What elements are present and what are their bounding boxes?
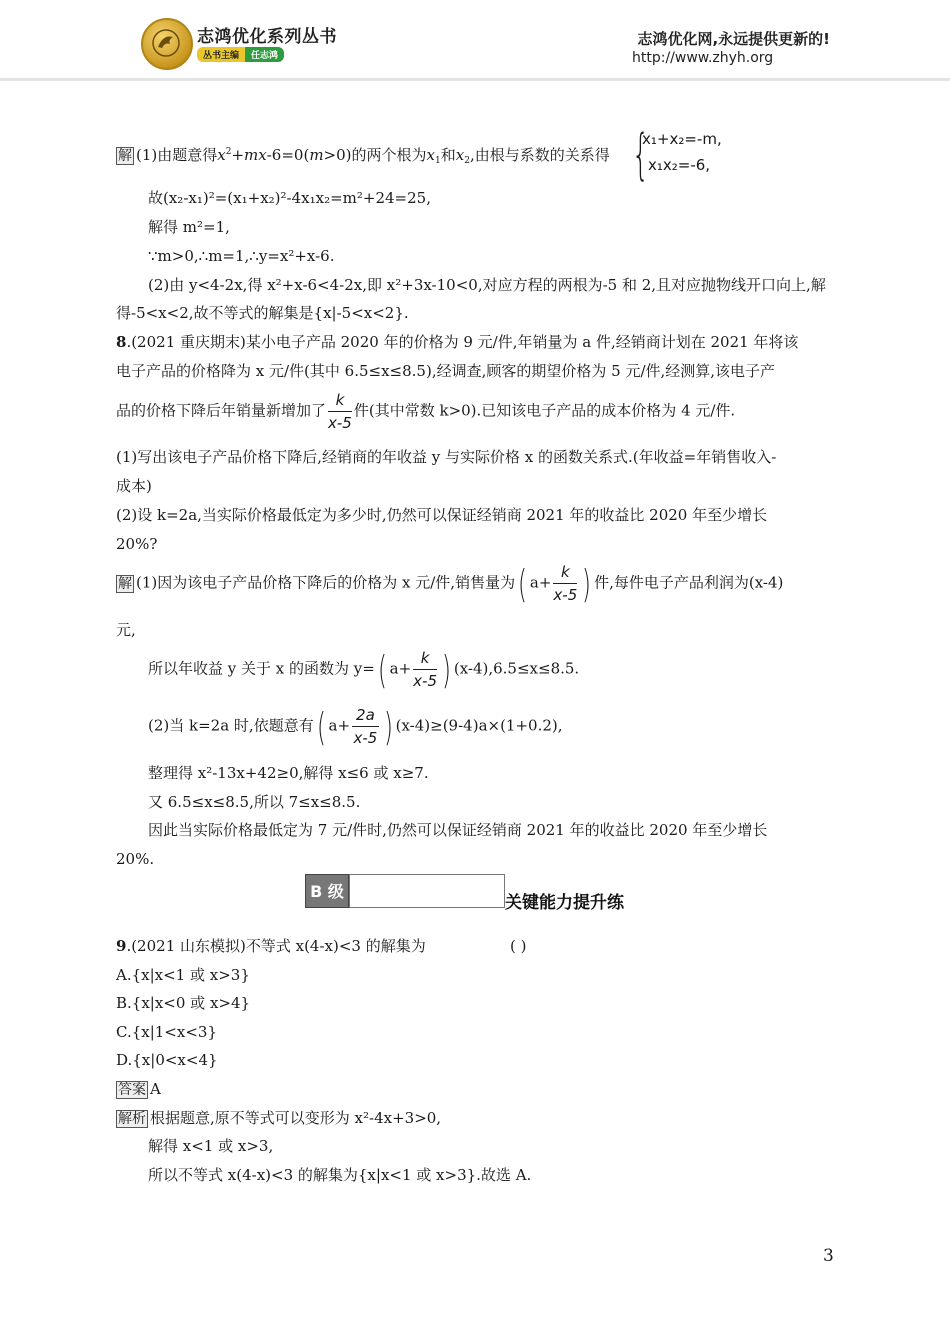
editor-name: 任志鸿 xyxy=(245,47,284,62)
q8-line-7: 20%? xyxy=(116,535,158,553)
section-title: 关键能力提升练 xyxy=(505,893,624,913)
brand-editor xyxy=(197,47,284,61)
q9-analysis-3: 所以不等式 x(4-x)<3 的解集为{x|x<1 或 x>3}.故选 A. xyxy=(148,1166,532,1184)
q8-number: 8 xyxy=(116,333,127,351)
analysis-tag: 解析 xyxy=(118,1111,146,1127)
section-box xyxy=(349,874,505,908)
fraction-k-over-x5: $\frac{k}{x-5}$ xyxy=(413,649,438,690)
s8-line-4: (2)当 k=2a 时,依题意有( a+ $\frac{2a}{x-5}$ ) (x-4)≥(9-4)a×(1+0.2), xyxy=(148,704,563,749)
s8-line-7: 因此当实际价格最低定为 7 元/件时,仍然可以保证经销商 2021 年的收益比 2020 年至少增长 xyxy=(148,821,768,839)
solution-tag: 解 xyxy=(118,148,132,164)
s7-line-3: 解得 m²=1, xyxy=(148,218,230,236)
section-header xyxy=(305,874,645,913)
s8-line-3: 所以年收益 y 关于 x 的函数为 y=( a+ $\frac{k}{x-5}$ ) (x-4),6.5≤x≤8.5. xyxy=(148,647,580,692)
system-row-2: x₁x₂=-6, xyxy=(648,156,711,174)
brand-title: 志鸿优化系列丛书 xyxy=(197,27,337,47)
s8-line-6: 又 6.5≤x≤8.5,所以 7≤x≤8.5. xyxy=(148,793,361,811)
s7-line-5: (2)由 y<4-2x,得 x²+x-6<4-2x,即 x²+3x-10<0,对应方程的两根为-5 和 2,且对应抛物线开口向上,解 xyxy=(148,276,826,294)
q8-line-5: 成本) xyxy=(116,477,152,495)
q9-number: 9 xyxy=(116,937,127,955)
s7-line-2: 故(x₂-x₁)²=(x₁+x₂)²-4x₁x₂=m²+24=25, xyxy=(148,189,431,207)
s8-line-2: 元, xyxy=(116,621,136,639)
page-number: 3 xyxy=(823,1246,834,1266)
q9-answer-blank: ( ) xyxy=(510,937,527,955)
fraction-k-over-x5: $\frac{k}{x-5}$ xyxy=(328,391,352,432)
brand-logo xyxy=(141,18,193,70)
site-slogan: 志鸿优化网,永远提供更新的! xyxy=(637,30,830,48)
s7-line-1: 解 (1)由题意得$x^2+mx-6=0(m>0)$的两个根为$x_1$和$x_2$,由根与系数的关系得 xyxy=(118,146,610,166)
q8-line-4: (1)写出该电子产品价格下降后,经销商的年收益 y 与实际价格 x 的函数关系式.(年收益=年销售收入- xyxy=(116,448,777,466)
s7-line-4: ∵m>0,∴m=1,∴y=x²+x-6. xyxy=(148,247,335,265)
s8-line-5: 整理得 x²-13x+42≥0,解得 x≤6 或 x≥7. xyxy=(148,764,429,782)
solution-tag: 解 xyxy=(118,575,132,592)
vieta-system xyxy=(632,123,742,186)
answer-tag: 答案 xyxy=(118,1082,146,1098)
q8-line-1: 8.(2021 重庆期末)某小电子产品 2020 年的价格为 9 元/件,年销量为 a 件,经销商计划在 2021 年将该 xyxy=(116,333,799,351)
q9-option-c: C.{x|1<x<3} xyxy=(116,1023,217,1041)
q8-line-6: (2)设 k=2a,当实际价格最低定为多少时,仍然可以保证经销商 2021 年的收益比 2020 年至少增长 xyxy=(116,506,768,524)
q9-analysis-2: 解得 x<1 或 x>3, xyxy=(148,1137,274,1155)
fraction-k-over-x5: $\frac{k}{x-5}$ xyxy=(553,563,578,604)
section-level: B 级 xyxy=(305,874,349,908)
s8-line-1: 解 (1)因为该电子产品价格下降后的价格为 x 元/件,销售量为( a+ $\frac{k}{x-5}$ ) 件,每件电子产品利润为(x-4) xyxy=(118,561,784,606)
left-brace: { xyxy=(632,123,650,186)
s7-line-6: 得-5<x<2,故不等式的解集是{x|-5<x<2}. xyxy=(116,304,409,322)
q9-option-d: D.{x|0<x<4} xyxy=(116,1051,218,1069)
fraction-2a-over-x5: $\frac{2a}{x-5}$ xyxy=(353,706,378,747)
page-header xyxy=(0,0,950,90)
q9-option-a: A.{x|x<1 或 x>3} xyxy=(116,966,250,984)
editor-label: 丛书主编 xyxy=(197,47,245,62)
q9-option-b: B.{x|x<0 或 x>4} xyxy=(116,994,251,1012)
q9-analysis-1: 解析 根据题意,原不等式可以变形为 x²-4x+3>0, xyxy=(118,1109,442,1127)
q8-line-2: 电子产品的价格降为 x 元/件(其中 6.5≤x≤8.5),经调查,顾客的期望价格为 5 元/件,经测算,该电子产 xyxy=(116,362,776,380)
q9-answer: 答案 A xyxy=(118,1080,161,1098)
site-url[interactable]: http://www.zhyh.org xyxy=(632,50,774,66)
q8-line-3: 品的价格下降后年销量新增加了 $\frac{k}{x-5}$ 件(其中常数 k>0).已知该电子产品的成本价格为 4 元/件. xyxy=(116,391,736,432)
header-divider xyxy=(0,78,950,81)
system-row-1: x₁+x₂=-m, xyxy=(642,130,722,148)
s8-line-8: 20%. xyxy=(116,850,155,868)
q9-stem: 9.(2021 山东模拟)不等式 x(4-x)<3 的解集为 xyxy=(116,937,426,955)
phoenix-icon xyxy=(151,28,181,58)
